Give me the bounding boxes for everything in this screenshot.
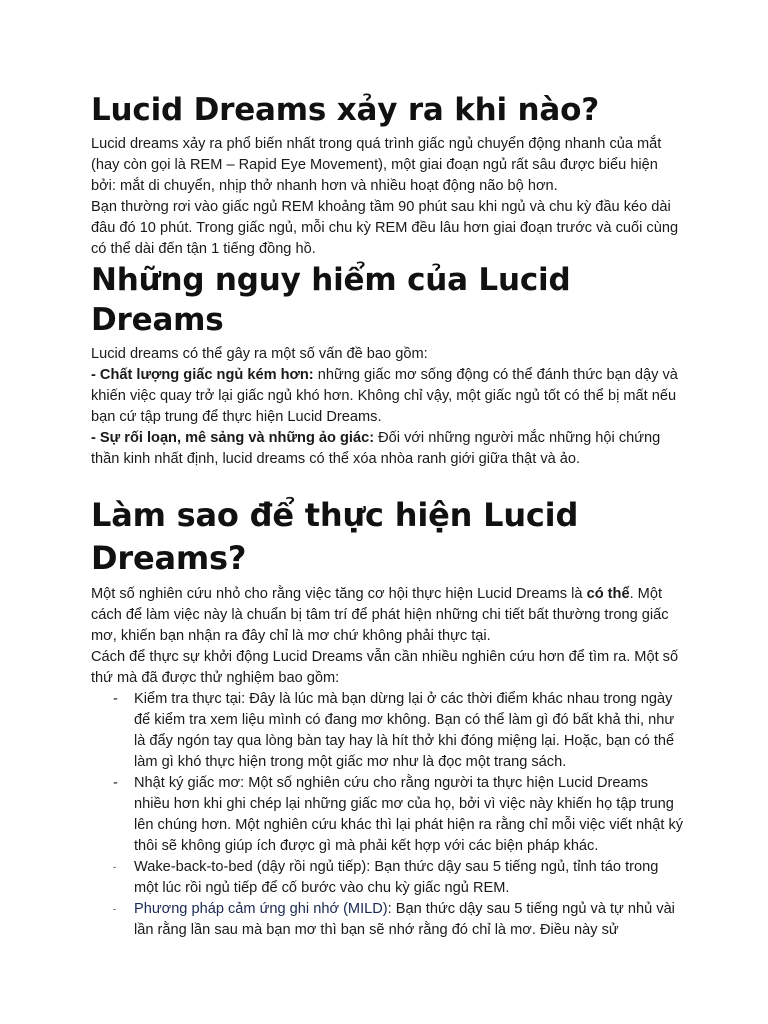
document-content: [91, 90, 685, 941]
list-item-text: : Bạn thức dậy sau 5 tiếng ngủ và tự nhủ vài lần rằng lần sau mà bạn mơ thì bạn sẽ nhớ rằng đó chỉ là mơ. Điều này sử: [134, 901, 675, 938]
bullet-marker: -: [113, 862, 116, 872]
paragraph-methods-intro: Cách để thực sự khởi động Lucid Dreams vẫn cần nhiều nghiên cứu hơn để tìm ra. Một số thứ mà đã được thử nghiệm bao gồm:: [91, 649, 679, 686]
bullet-marker: -: [113, 775, 118, 791]
list-item-text: Wake-back-to-bed (dậy rồi ngủ tiếp): Bạn thức dậy sau 5 tiếng ngủ, tỉnh táo trong một lúc rồi ngủ tiếp để cố bước vào chu kỳ giấc ngủ REM.: [134, 859, 659, 896]
heading-when-lucid-dreams: Lucid Dreams xảy ra khi nào?: [91, 92, 600, 128]
list-item-wake-back-to-bed: [91, 857, 685, 899]
paragraph-how-to-intro: [91, 584, 685, 647]
methods-list: [91, 689, 685, 941]
how-to-intro-text-a: Một số nghiên cứu nhỏ cho rằng việc tăng cơ hội thực hiện Lucid Dreams là: [91, 586, 587, 602]
heading-dangers: Những nguy hiểm của Lucid Dreams: [91, 262, 571, 338]
list-item-text: Nhật ký giấc mơ: Một số nghiên cứu cho rằng người ta thực hiện Lucid Dreams nhiều hơn khi ghi chép lại những giấc mơ của họ, bởi vì việc này khiến họ tập trung lên chúng hơn. Một nghiên cứu khác thì lại phát hiện ra rằng chỉ mỗi việc viết nhật ký thôi sẽ không giúp ích được gì mà phải kết hợp với các biện pháp khác.: [134, 775, 684, 854]
heading-how-to: Làm sao để thực hiện Lucid Dreams?: [91, 496, 579, 577]
list-item-text: Kiểm tra thực tại: Đây là lúc mà bạn dừng lại ở các thời điểm khác nhau trong ngày để kiểm tra xem liệu mình có đang mơ không. Bạn có thể làm gì đó bất khả thi, như là đẩy ngón tay qua lòng bàn tay hay là hít thở khi đóng miệng lại. Hoặc, bạn có thể làm gì khó thực hiện trong một giấc mơ như là đọc một trang sách.: [134, 691, 675, 770]
list-item-reality-check: [91, 689, 685, 773]
list-item-mild: [91, 899, 685, 941]
danger-item-confusion-title: - Sự rối loạn, mê sảng và những ảo giác:: [91, 430, 375, 446]
danger-item-confusion: [91, 428, 685, 470]
paragraph-dangers-intro: Lucid dreams có thể gây ra một số vấn đề bao gồm:: [91, 346, 428, 362]
how-to-intro-text-b: . Một cách để làm việc này là chuẩn bị tâm trí để phát hiện những chi tiết bất thường trong giấc mơ, khiến bạn nhận ra đây chỉ là mơ chứ không phải thực tại.: [91, 586, 669, 644]
danger-item-confusion-text: Đối với những người mắc những hội chứng thần kinh nhất định, lucid dreams có thể xóa nhòa ranh giới giữa thật và ảo.: [91, 430, 661, 467]
danger-item-sleep-quality: [91, 365, 685, 428]
list-item-mild-term: Phương pháp cảm ứng ghi nhớ (MILD): [134, 901, 388, 917]
paragraph-rem-description: Lucid dreams xảy ra phổ biến nhất trong quá trình giấc ngủ chuyển động nhanh của mắt (hay còn gọi là REM – Rapid Eye Movement), một giai đoạn ngủ rất sâu được biểu hiện bởi: mắt di chuyển, nhịp thở nhanh hơn và nhiều hoạt động não bộ hơn.: [91, 136, 662, 194]
paragraph-rem-cycle: Bạn thường rơi vào giấc ngủ REM khoảng tầm 90 phút sau khi ngủ và chu kỳ đầu kéo dài đâu đó 10 phút. Trong giấc ngủ, mỗi chu kỳ REM đều lâu hơn giai đoạn trước và cuối cùng có thể dài đến tận 1 tiếng đồng hồ.: [91, 199, 679, 257]
danger-item-sleep-quality-title: - Chất lượng giấc ngủ kém hơn:: [91, 367, 314, 383]
how-to-intro-emphasis: có thể: [586, 586, 630, 602]
danger-item-sleep-quality-text: những giấc mơ sống động có thể đánh thức bạn dậy và khiến việc quay trở lại giấc ngủ khó hơn. Không chỉ vậy, một giấc ngủ tốt có thể bị mất nếu bạn cứ tập trung để thực hiện Lucid Dreams.: [91, 367, 678, 425]
list-item-dream-journal: [91, 773, 685, 857]
bullet-marker: -: [113, 904, 116, 914]
bullet-marker: -: [113, 691, 118, 707]
